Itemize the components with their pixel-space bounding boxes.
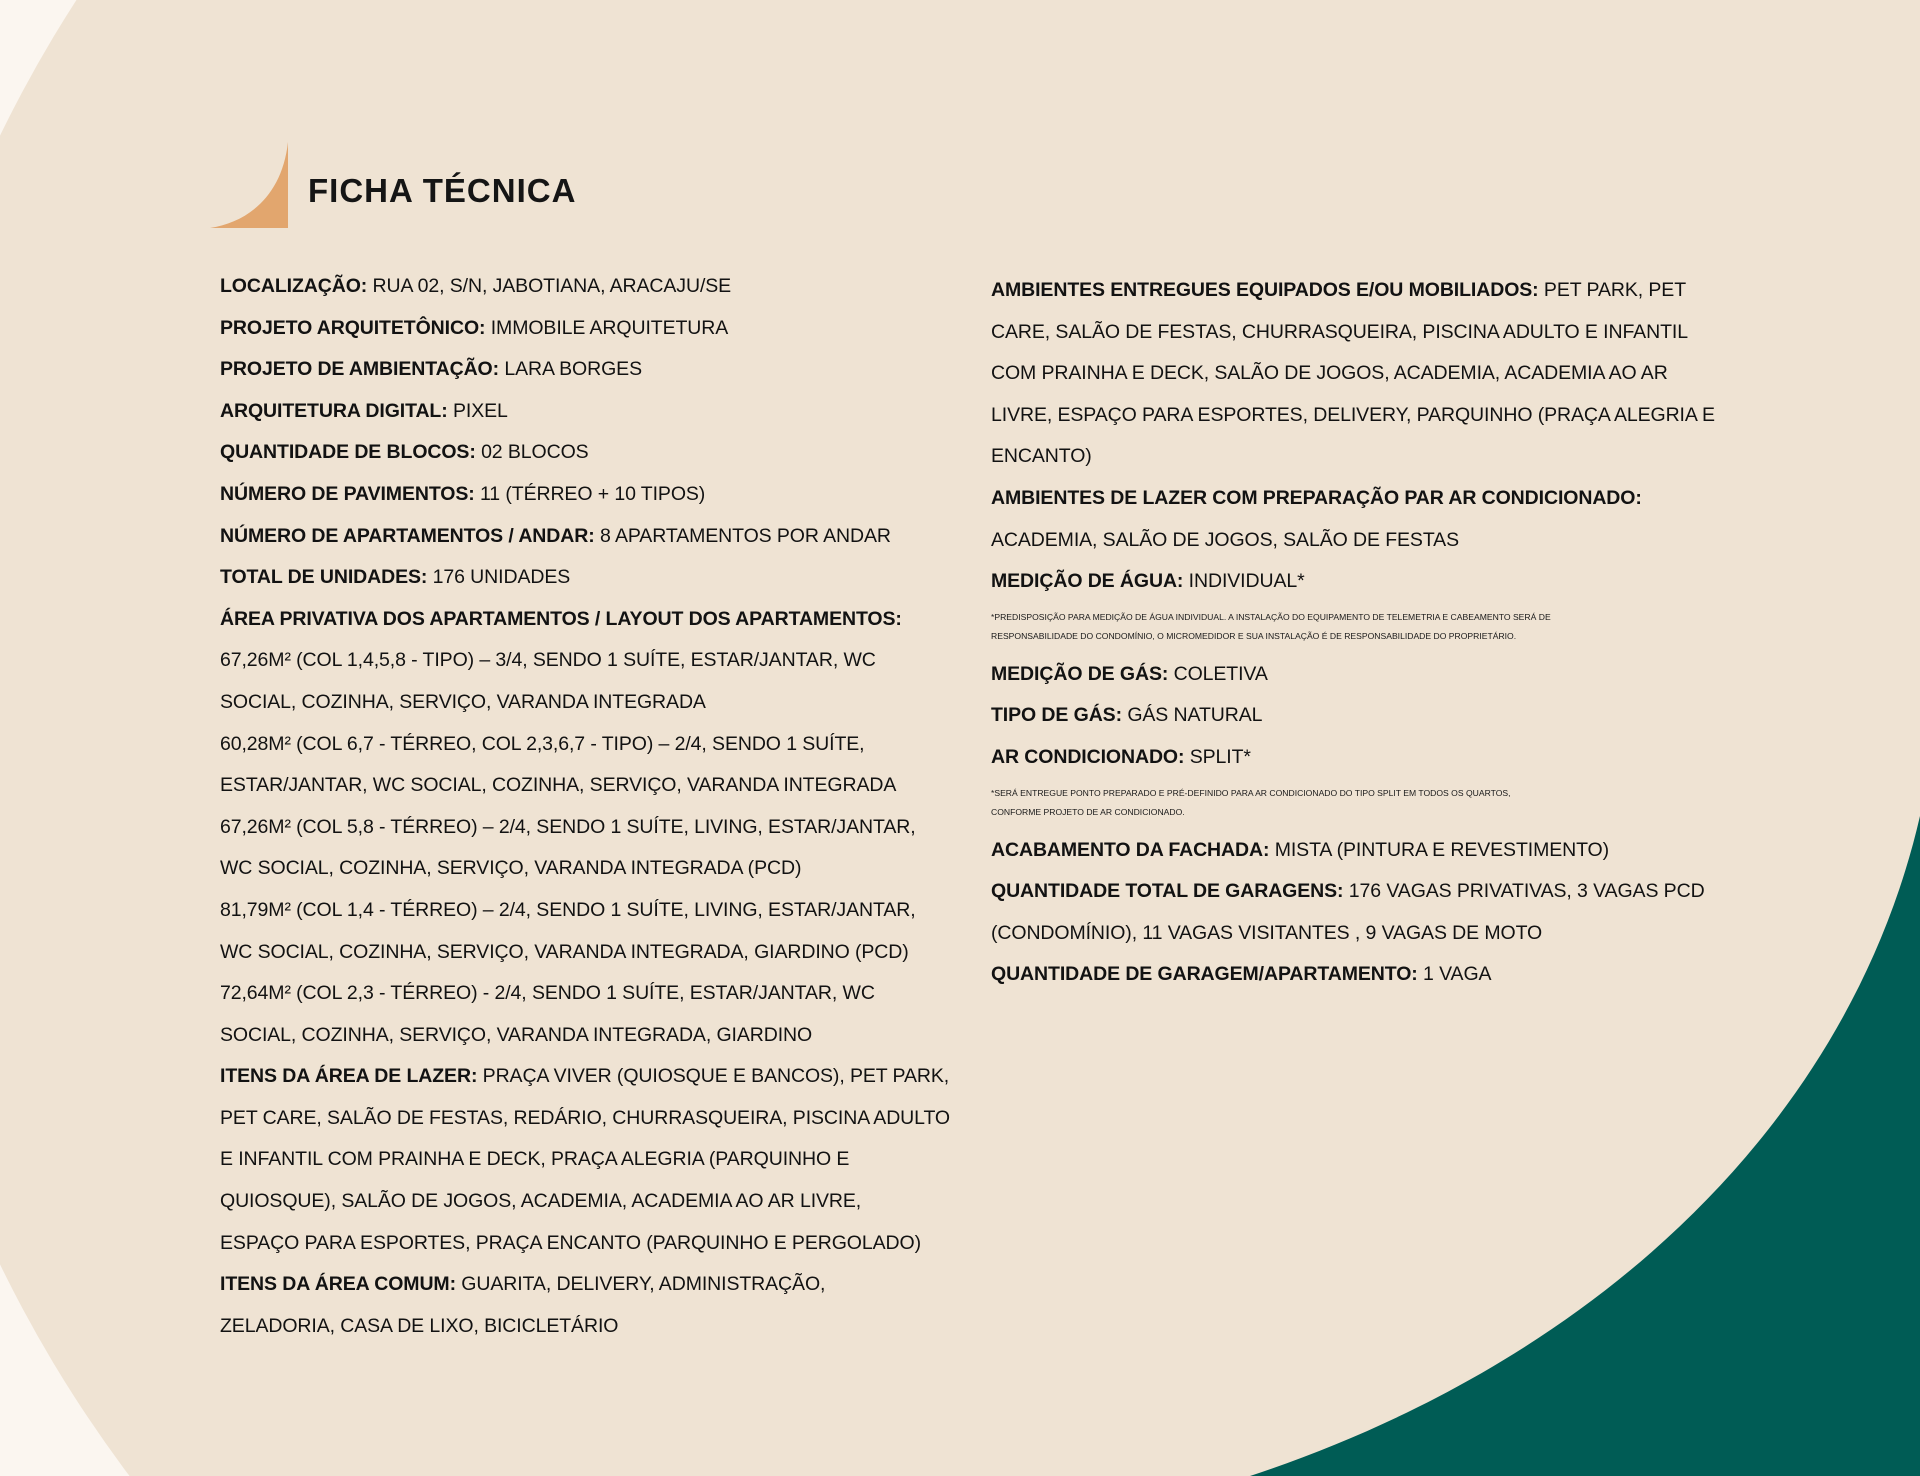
spec-value: GUARITA, DELIVERY, ADMINISTRAÇÃO,	[461, 1273, 826, 1296]
spec-medicao-gas	[991, 654, 1711, 696]
title-accent-icon	[208, 140, 294, 230]
spec-value: SPLIT*	[1189, 745, 1251, 768]
spec-equipados-line: LIVRE, ESPAÇO PARA ESPORTES, DELIVERY, PARQUINHO (PRAÇA ALEGRIA E	[991, 403, 1715, 426]
spec-label: ARQUITETURA DIGITAL:	[220, 399, 448, 422]
spec-label: AR CONDICIONADO:	[991, 745, 1185, 768]
spec-total-unidades	[220, 557, 920, 599]
spec-quantidade-blocos	[220, 432, 920, 474]
spec-acabamento-fachada	[991, 830, 1711, 872]
spec-ambientes-ar-label: AMBIENTES DE LAZER COM PREPARAÇÃO PAR AR CONDICIONADO:	[991, 486, 1642, 509]
spec-value: 176 VAGAS PRIVATIVAS, 3 VAGAS PCD	[1348, 880, 1705, 903]
spec-area-line: 81,79M² (COL 1,4 - TÉRREO) – 2/4, SENDO 1 SUÍTE, LIVING, ESTAR/JANTAR,	[220, 898, 916, 921]
footnote-line: RESPONSABILIDADE DO CONDOMÍNIO, O MICROMEDIDOR E SUA INSTALAÇÃO É DE RESPONSABILIDADE DO PROPRIETÁRIO.	[991, 631, 1517, 642]
spec-value: 1 VAGA	[1423, 963, 1492, 986]
spec-label: QUANTIDADE DE BLOCOS:	[220, 441, 476, 464]
spec-lazer-line: E INFANTIL COM PRAINHA E DECK, PRAÇA ALEGRIA (PARQUINHO E	[220, 1148, 850, 1171]
spec-value: RUA 02, S/N, JABOTIANA, ARACAJU/SE	[372, 275, 732, 297]
spec-value: PET PARK, PET	[1543, 279, 1687, 301]
spec-area-line: WC SOCIAL, COZINHA, SERVIÇO, VARANDA INTEGRADA, GIARDINO (PCD)	[220, 940, 909, 963]
spec-tipo-gas	[991, 695, 1711, 737]
spec-area-line: WC SOCIAL, COZINHA, SERVIÇO, VARANDA INTEGRADA (PCD)	[220, 857, 802, 880]
spec-lazer-line: PET CARE, SALÃO DE FESTAS, REDÁRIO, CHURRASQUEIRA, PISCINA ADULTO	[220, 1106, 950, 1129]
spec-arquitetura-digital	[220, 391, 920, 433]
spec-ar-condicionado	[991, 737, 1711, 779]
spec-value: LARA BORGES	[504, 358, 642, 381]
spec-label: TOTAL DE UNIDADES:	[220, 566, 428, 589]
spec-garagem-apartamento	[991, 954, 1711, 996]
spec-area-line: 72,64M² (COL 2,3 - TÉRREO) - 2/4, SENDO 1 SUÍTE, ESTAR/JANTAR, WC	[220, 982, 875, 1005]
spec-lazer-line: QUIOSQUE), SALÃO DE JOGOS, ACADEMIA, ACADEMIA AO AR LIVRE,	[220, 1190, 862, 1213]
spec-label: MEDIÇÃO DE GÁS:	[991, 662, 1169, 685]
spec-area-line: 67,26M² (COL 5,8 - TÉRREO) – 2/4, SENDO 1 SUÍTE, LIVING, ESTAR/JANTAR,	[220, 815, 916, 838]
spec-area-line: 67,26M² (COL 1,4,5,8 - TIPO) – 3/4, SENDO 1 SUÍTE, ESTAR/JANTAR, WC	[220, 649, 876, 672]
footnote-line: *PREDISPOSIÇÃO PARA MEDIÇÃO DE ÁGUA INDIVIDUAL. A INSTALAÇÃO DO EQUIPAMENTO DE TELEMETRIA E CABEAMENTO SERÁ DE	[991, 611, 1551, 622]
spec-value: INDIVIDUAL*	[1188, 570, 1305, 593]
page-title: FICHA TÉCNICA	[308, 172, 577, 209]
spec-label: QUANTIDADE DE GARAGEM/APARTAMENTO:	[991, 963, 1418, 986]
spec-value: GÁS NATURAL	[1127, 704, 1263, 727]
spec-itens-comum	[220, 1264, 920, 1306]
spec-apartamentos-andar	[220, 516, 920, 558]
spec-label: NÚMERO DE APARTAMENTOS / ANDAR:	[220, 524, 595, 547]
right-column	[991, 270, 1715, 996]
spec-label: QUANTIDADE TOTAL DE GARAGENS:	[991, 880, 1344, 903]
footnote-ar	[991, 779, 1711, 830]
left-column	[220, 266, 950, 1347]
spec-value: 02 BLOCOS	[481, 441, 589, 464]
spec-area-privativa-label: ÁREA PRIVATIVA DOS APARTAMENTOS / LAYOUT DOS APARTAMENTOS:	[220, 607, 902, 630]
spec-area-line: SOCIAL, COZINHA, SERVIÇO, VARANDA INTEGRADA, GIARDINO	[220, 1023, 813, 1046]
spec-lazer-line: ESPAÇO PARA ESPORTES, PRAÇA ENCANTO (PARQUINHO E PERGOLADO)	[220, 1231, 921, 1254]
spec-value: 176 UNIDADES	[432, 566, 571, 589]
spec-label: ITENS DA ÁREA DE LAZER:	[220, 1065, 478, 1088]
spec-value: COLETIVA	[1173, 662, 1268, 685]
spec-equipados-line: ENCANTO)	[991, 445, 1092, 468]
footnote-line: *SERÁ ENTREGUE PONTO PREPARADO E PRÉ-DEFINIDO PARA AR CONDICIONADO DO TIPO SPLIT EM TODOS OS QUARTOS,	[991, 787, 1511, 798]
spec-equipados-line: COM PRAINHA E DECK, SALÃO DE JOGOS, ACADEMIA, ACADEMIA AO AR	[991, 362, 1668, 385]
spec-value: MISTA (PINTURA E REVESTIMENTO)	[1274, 838, 1610, 861]
spec-itens-lazer	[220, 1056, 950, 1098]
spec-label: AMBIENTES ENTREGUES EQUIPADOS E/OU MOBILIADOS:	[991, 279, 1539, 301]
spec-equipados-line: CARE, SALÃO DE FESTAS, CHURRASQUEIRA, PISCINA ADULTO E INFANTIL	[991, 320, 1688, 343]
spec-area-line: SOCIAL, COZINHA, SERVIÇO, VARANDA INTEGRADA	[220, 690, 706, 713]
spec-value: IMMOBILE ARQUITETURA	[490, 316, 729, 339]
spec-garagens-line: (CONDOMÍNIO), 11 VAGAS VISITANTES , 9 VAGAS DE MOTO	[991, 921, 1543, 944]
footnote-agua	[991, 603, 1711, 654]
spec-projeto-arquitetonico	[220, 308, 920, 350]
spec-label: ACABAMENTO DA FACHADA:	[991, 838, 1270, 861]
spec-value: 11 (TÉRREO + 10 TIPOS)	[480, 482, 706, 505]
spec-garagens-total	[991, 871, 1711, 913]
spec-value: 8 APARTAMENTOS POR ANDAR	[599, 524, 891, 547]
spec-ambientes-equipados	[991, 270, 1711, 312]
footnote-line: CONFORME PROJETO DE AR CONDICIONADO.	[991, 807, 1185, 818]
spec-localizacao	[220, 266, 920, 308]
spec-ambientes-ar-line: ACADEMIA, SALÃO DE JOGOS, SALÃO DE FESTAS	[991, 528, 1459, 551]
spec-label: PROJETO ARQUITETÔNICO:	[220, 316, 486, 339]
spec-projeto-ambientacao	[220, 349, 920, 391]
spec-label: LOCALIZAÇÃO:	[220, 275, 368, 297]
spec-label: MEDIÇÃO DE ÁGUA:	[991, 570, 1184, 593]
spec-numero-pavimentos	[220, 474, 920, 516]
spec-label: PROJETO DE AMBIENTAÇÃO:	[220, 358, 500, 381]
spec-value: PRAÇA VIVER (QUIOSQUE E BANCOS), PET PARK,	[482, 1065, 950, 1088]
spec-value: PIXEL	[452, 399, 508, 422]
spec-label: ITENS DA ÁREA COMUM:	[220, 1273, 456, 1296]
spec-comum-line: ZELADORIA, CASA DE LIXO, BICICLETÁRIO	[220, 1314, 619, 1337]
spec-label: NÚMERO DE PAVIMENTOS:	[220, 482, 475, 505]
spec-area-line: ESTAR/JANTAR, WC SOCIAL, COZINHA, SERVIÇO, VARANDA INTEGRADA	[220, 774, 897, 797]
spec-medicao-agua	[991, 561, 1711, 603]
spec-label: TIPO DE GÁS:	[991, 704, 1122, 727]
spec-area-line: 60,28M² (COL 6,7 - TÉRREO, COL 2,3,6,7 - TIPO) – 2/4, SENDO 1 SUÍTE,	[220, 732, 865, 755]
